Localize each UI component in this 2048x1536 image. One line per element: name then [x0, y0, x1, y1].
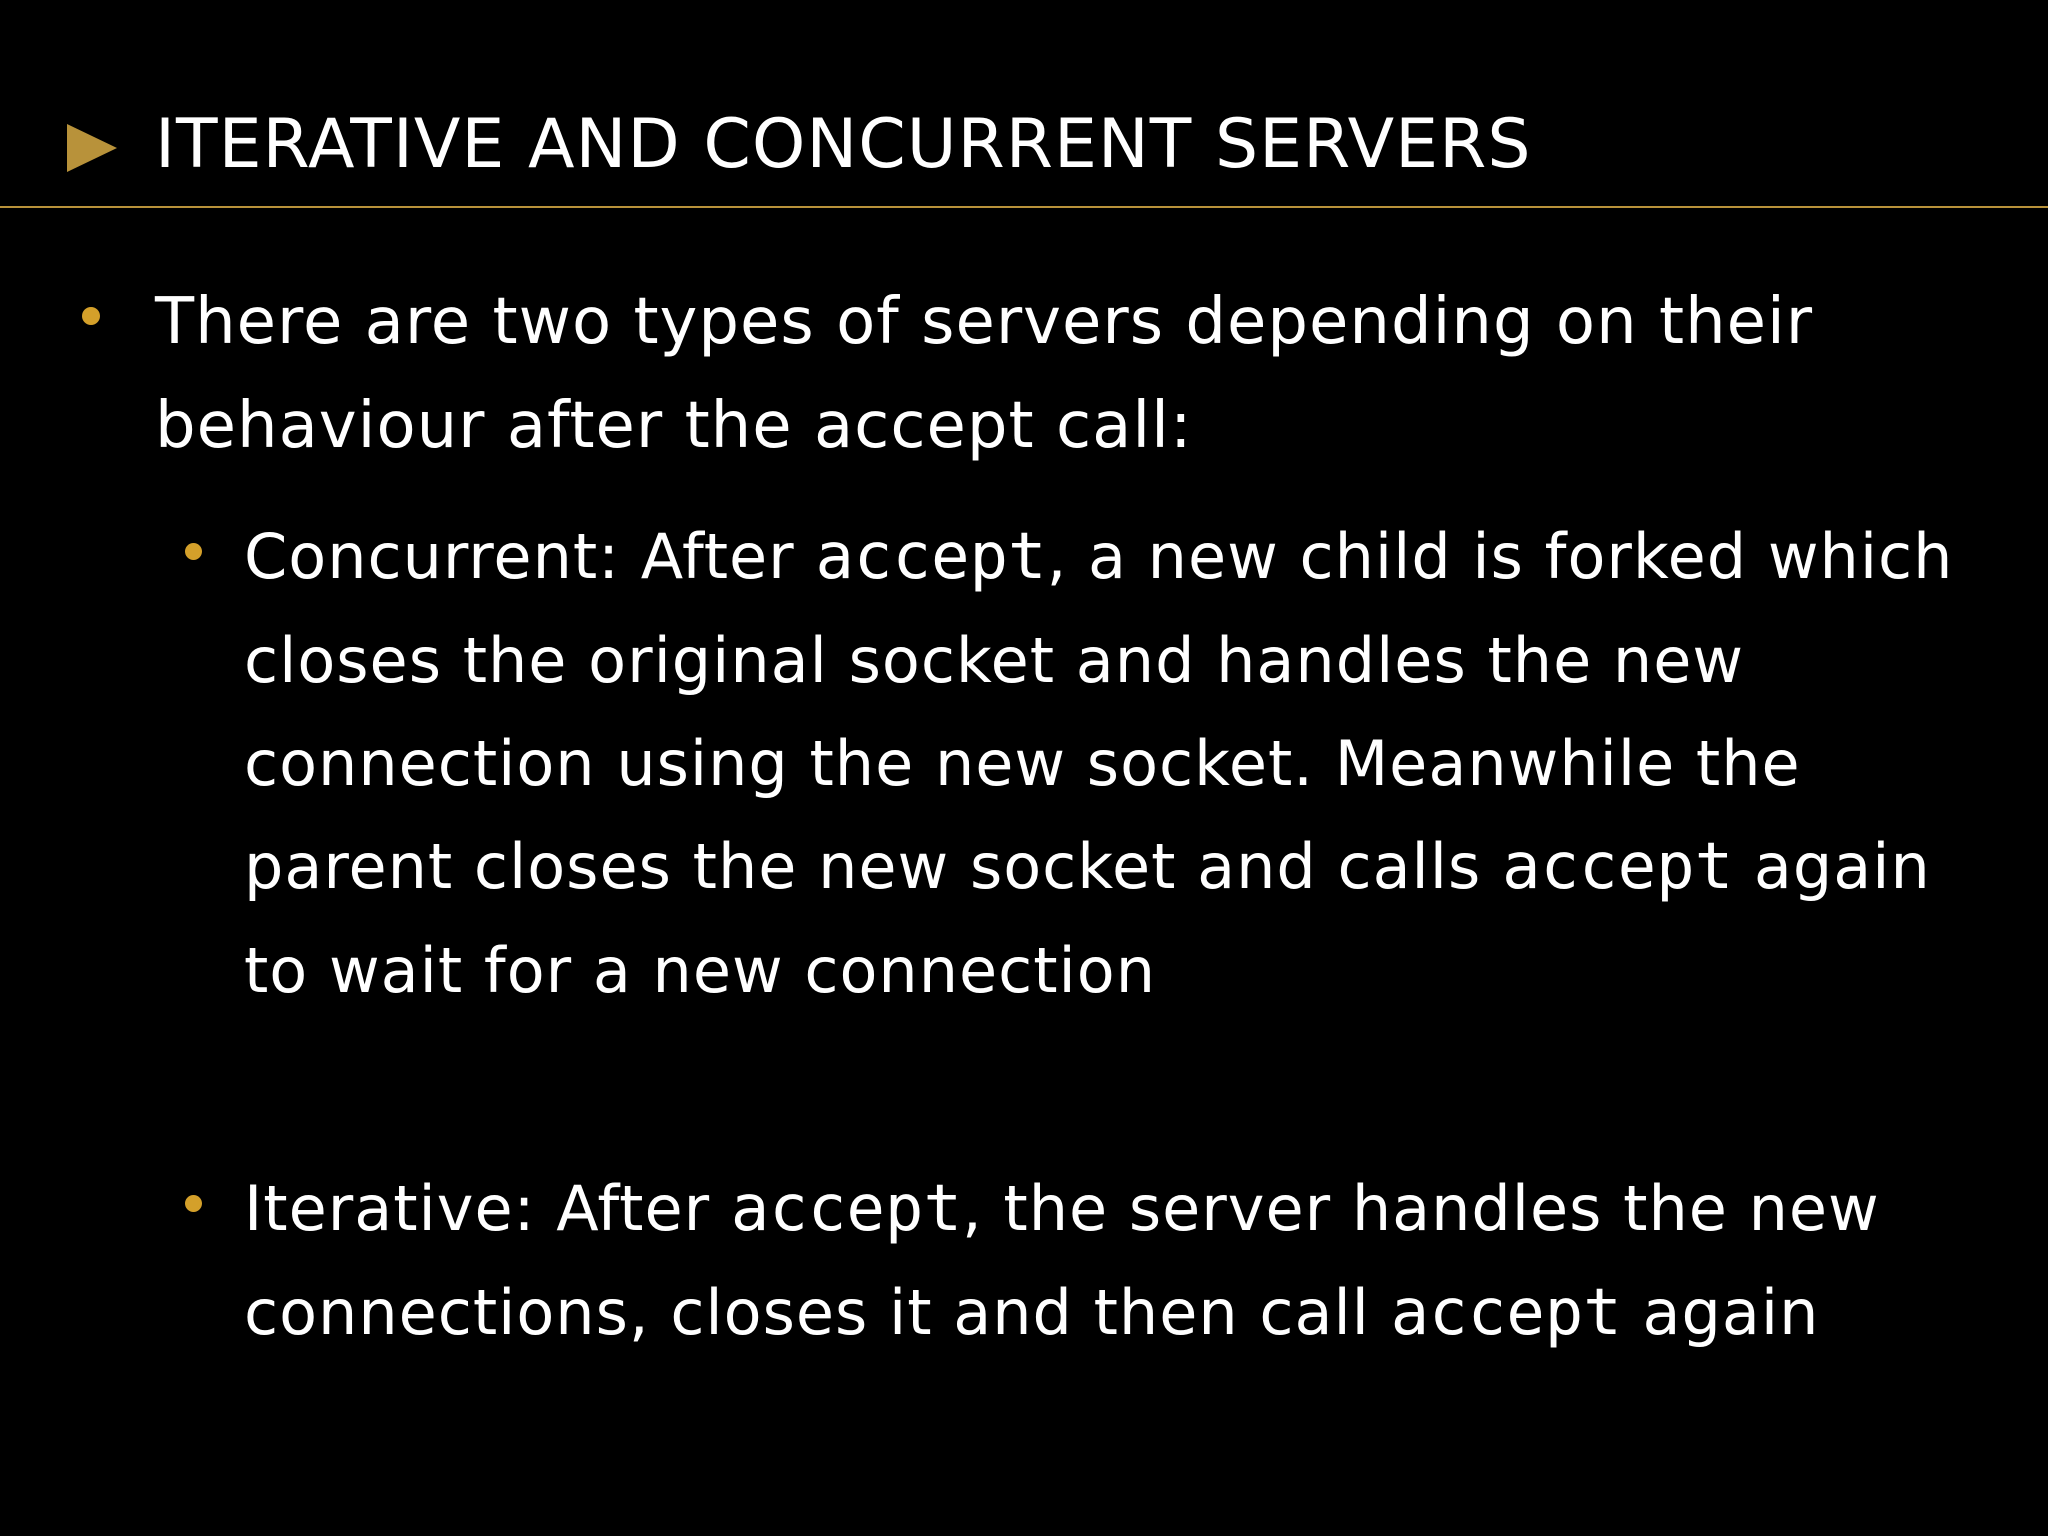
bullet-concurrent — [244, 505, 1974, 1022]
title-bar — [0, 0, 2048, 208]
bullet-intro: There are two types of servers depending on their behaviour after the accept call: — [155, 285, 1814, 463]
bullet-dot-icon — [185, 543, 202, 560]
iterative-text-2: , the server handles the new connections, closes it and then call — [244, 1172, 1880, 1349]
concurrent-text-2: , a new child is forked which closes the original socket and handles the new connection using the new socket. Meanwhile the parent closes the new socket and calls — [244, 520, 1954, 903]
triangle-bullet-icon — [67, 124, 117, 172]
iterative-code-accept-1: accept — [730, 1172, 962, 1246]
iterative-text-3: again — [1621, 1276, 1820, 1349]
bullet-dot-icon — [185, 1195, 202, 1212]
slide-title: ITERATIVE AND CONCURRENT SERVERS — [155, 105, 1532, 184]
bullet-iterative — [244, 1157, 1974, 1365]
iterative-text-1: Iterative: After — [244, 1172, 731, 1245]
concurrent-text-1: Concurrent: After — [244, 520, 816, 593]
bullet-dot-icon — [82, 307, 100, 325]
concurrent-code-accept-2: accept — [1502, 830, 1734, 904]
concurrent-code-accept-1: accept — [815, 520, 1047, 594]
concurrent-text-3: again to wait for a new connection — [244, 830, 1931, 1007]
iterative-code-accept-2: accept — [1390, 1276, 1622, 1350]
